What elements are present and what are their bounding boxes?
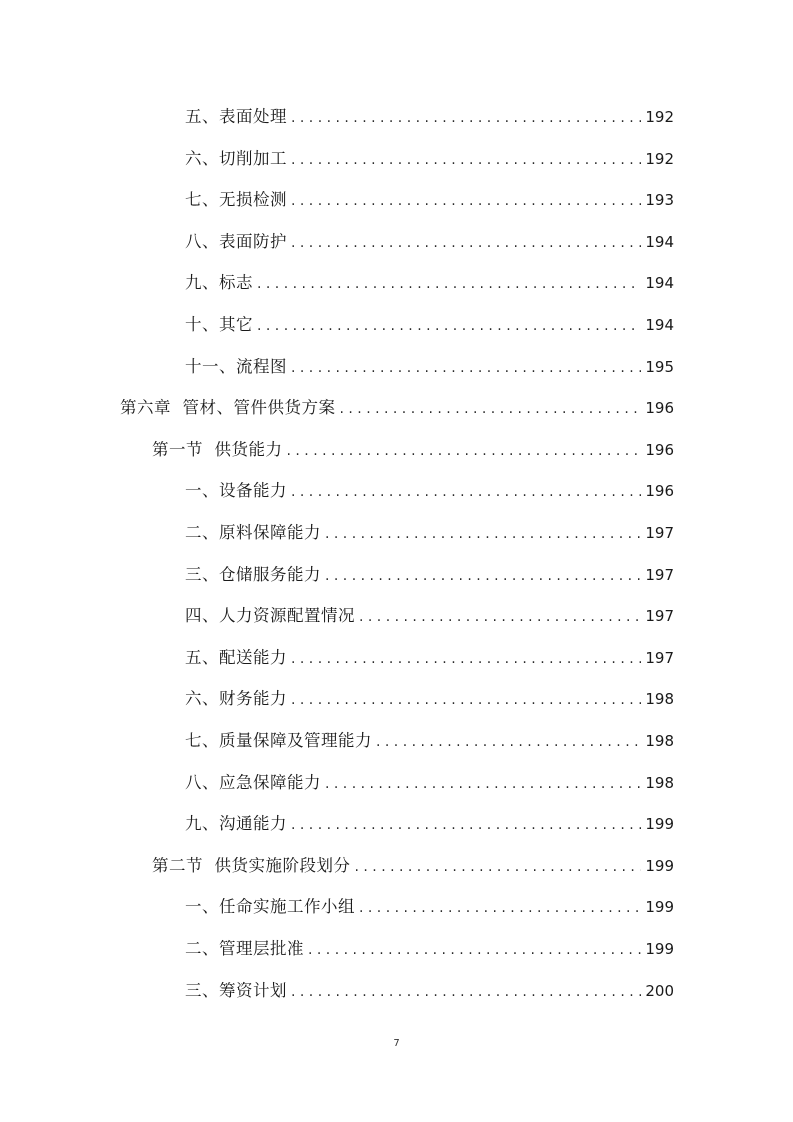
toc-entry[interactable] (185, 770, 674, 796)
toc-entry[interactable] (185, 270, 674, 296)
toc-dot-leader (257, 271, 641, 297)
toc-entry-page: 194 (645, 232, 674, 251)
toc-dot-leader (291, 105, 641, 131)
toc-dot-leader (257, 313, 641, 339)
toc-entry[interactable] (185, 187, 674, 213)
toc-dot-leader (291, 646, 641, 672)
toc-entry-title: 三、仓储服务能力 (185, 564, 321, 584)
toc-dot-leader (291, 188, 641, 214)
toc-entry-page: 199 (645, 815, 674, 834)
toc-dot-leader (308, 937, 641, 963)
toc-entry-page: 197 (645, 565, 674, 584)
toc-entry-section[interactable] (152, 853, 674, 879)
toc-dot-leader (287, 438, 642, 464)
toc-entry-title: 十、其它 (185, 315, 253, 334)
toc-entry-title: 第二节 供货实施阶段划分 (152, 855, 351, 875)
toc-dot-leader (291, 147, 641, 173)
toc-entry[interactable] (185, 645, 674, 671)
toc-entry-title: 三、筹资计划 (185, 980, 287, 1000)
toc-entry-page: 199 (645, 940, 674, 958)
toc-entry[interactable] (185, 978, 674, 1004)
toc-entry[interactable] (185, 728, 674, 754)
toc-entry[interactable] (185, 354, 674, 380)
toc-entry-title: 一、设备能力 (185, 481, 287, 501)
toc-entry-page: 196 (645, 399, 674, 418)
toc-dot-leader (359, 604, 641, 630)
toc-dot-leader (359, 895, 641, 921)
toc-entry-title: 二、管理层批准 (185, 939, 304, 958)
toc-entry[interactable] (185, 520, 674, 546)
toc-dot-leader (291, 355, 641, 381)
toc-entry-page: 195 (645, 357, 674, 376)
toc-entry-page: 192 (645, 149, 674, 168)
toc-entry-page: 197 (645, 607, 674, 626)
toc-entry-title: 四、人力资源配置情况 (185, 606, 355, 626)
toc-entry-title: 六、财务能力 (185, 689, 287, 709)
toc-entry[interactable] (185, 229, 674, 255)
toc-entry[interactable] (185, 312, 674, 338)
toc-entry[interactable] (185, 478, 674, 504)
toc-entry-title: 八、表面防护 (185, 231, 287, 251)
toc-dot-leader (291, 479, 641, 505)
toc-dot-leader (325, 563, 641, 589)
toc-entry-section[interactable] (152, 437, 674, 463)
toc-entry-page: 197 (645, 648, 674, 667)
toc-entry-page: 199 (645, 898, 674, 917)
toc-entry-page: 198 (645, 690, 674, 709)
toc-entry-title: 十一、流程图 (185, 356, 287, 376)
toc-entry-page: 194 (645, 316, 674, 334)
toc-entry[interactable] (185, 104, 674, 130)
toc-entry-page: 192 (645, 108, 674, 126)
toc-entry-title: 七、无损检测 (185, 190, 287, 210)
toc-entry[interactable] (185, 936, 674, 962)
toc-entry[interactable] (185, 894, 674, 920)
toc-entry-page: 196 (645, 482, 674, 501)
toc-entry-page: 199 (645, 856, 674, 875)
toc-entry-title: 五、表面处理 (185, 107, 287, 126)
toc-entry-page: 196 (645, 440, 674, 459)
toc-entry-title: 八、应急保障能力 (185, 772, 321, 792)
toc-entry[interactable] (185, 686, 674, 712)
toc-entry-title: 七、质量保障及管理能力 (185, 731, 372, 750)
toc-entry-page: 198 (645, 732, 674, 750)
toc-entry-page: 197 (645, 524, 674, 542)
toc-dot-leader (355, 854, 642, 880)
toc-entry-title: 五、配送能力 (185, 647, 287, 667)
toc-dot-leader (325, 771, 641, 797)
toc-entry-title: 第六章 管材、管件供货方案 (120, 398, 336, 418)
toc-entry-chapter[interactable] (120, 395, 674, 421)
toc-dot-leader (376, 729, 641, 755)
toc-dot-leader (291, 979, 641, 1005)
toc-entry-title: 九、标志 (185, 273, 253, 293)
toc-dot-leader (291, 812, 641, 838)
toc-dot-leader (291, 687, 641, 713)
toc-dot-leader (340, 396, 642, 422)
toc-entry-title: 一、任命实施工作小组 (185, 897, 355, 917)
toc-entry-title: 六、切削加工 (185, 148, 287, 168)
toc-dot-leader (325, 521, 641, 547)
toc-dot-leader (291, 230, 641, 256)
page-number: 7 (393, 1038, 400, 1049)
toc-entry-page: 200 (645, 981, 674, 1000)
toc-entry-title: 第一节 供货能力 (152, 439, 283, 459)
toc-entry[interactable] (185, 146, 674, 172)
toc-entry[interactable] (185, 562, 674, 588)
toc-entry-page: 194 (645, 274, 674, 293)
toc-entry-page: 198 (645, 773, 674, 792)
toc-entry[interactable] (185, 603, 674, 629)
toc-entry-title: 二、原料保障能力 (185, 523, 321, 542)
toc-entry-page: 193 (645, 191, 674, 210)
toc-entry-title: 九、沟通能力 (185, 814, 287, 834)
toc-entry[interactable] (185, 811, 674, 837)
